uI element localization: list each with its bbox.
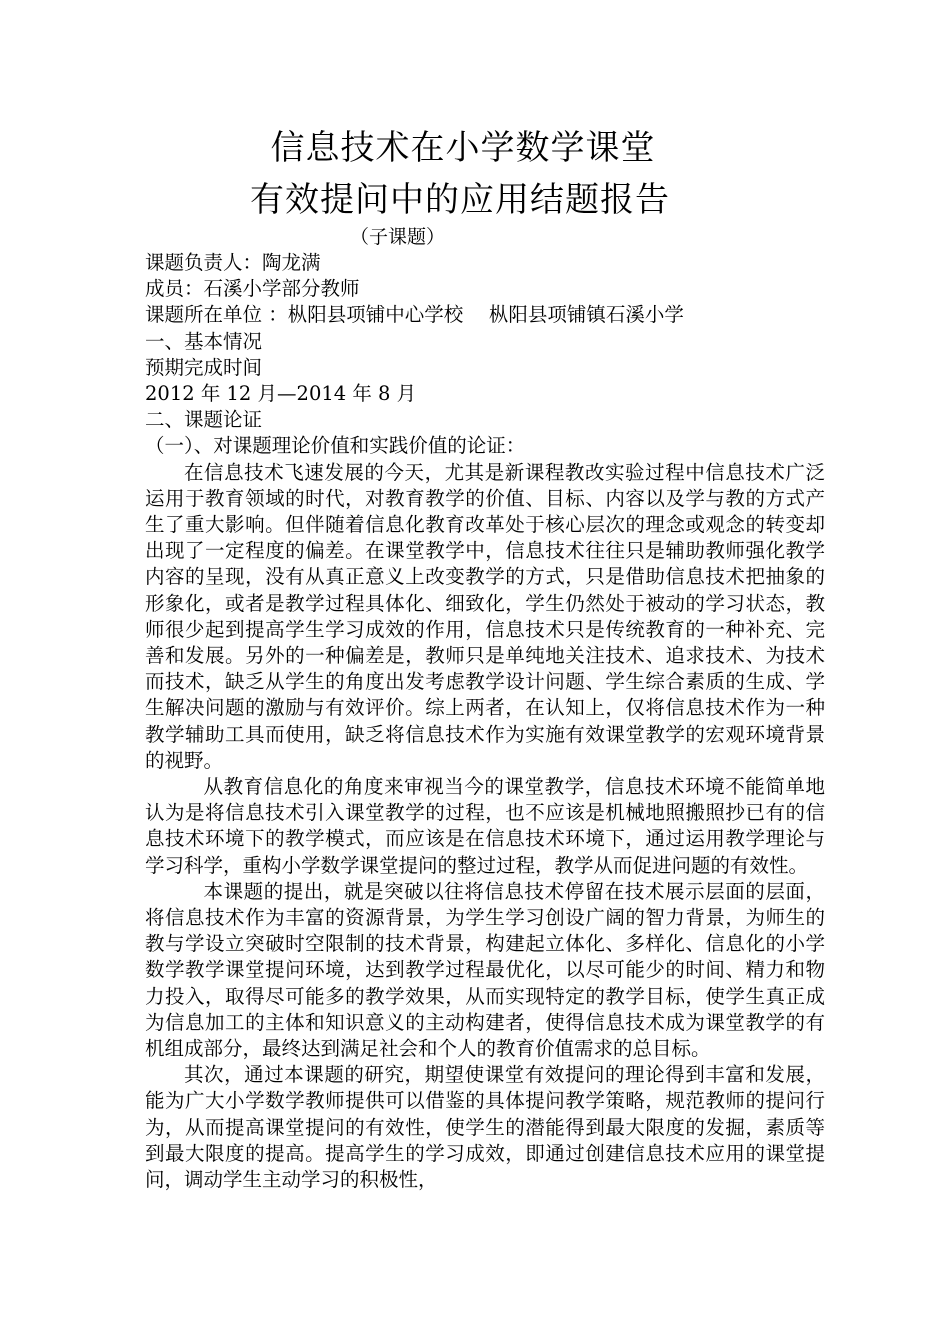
expected-completion-period: 2012 年 12 月—2014 年 8 月 bbox=[145, 381, 417, 405]
report-subtitle: （子课题） bbox=[350, 226, 446, 248]
report-body bbox=[145, 250, 825, 1193]
expected-completion-label: 预期完成时间 bbox=[145, 355, 263, 379]
report-title-line-1: 信息技术在小学数学课堂 bbox=[270, 128, 656, 168]
project-unit: 课题所在单位 ：枞阳县项铺中心学校 枞阳县项铺镇石溪小学 bbox=[145, 303, 684, 327]
paragraph-1: 在信息技术飞速发展的今天，尤其是新课程教改实验过程中信息技术广泛运用于教育领域的时代，对教育教学的价值、目标、内容以及学与教的方式产生了重大影响。但伴随着信息化教育改革处于核心层次的理念或观念的转变却出现了一定程度的偏差。在课堂教学中，信息技术往往只是辅助教师强化教学内容的呈现，没有从真正意义上改变教学的方式，只是借助信息技术把抽象的形象化，或者是教学过程具体化、细致化，学生仍然处于被动的学习状态，教师很少起到提高学生学习成效的作用，信息技术只是传统教育的一种补充、完善和发展。另外的一种偏差是，教师只是单纯地关注技术、追求技术、为技术而技术，缺乏从学生的角度出发考虑教学设计问题、学生综合素质的生成、学生解决问题的激励与有效评价。综上两者，在认知上，仅将信息技术作为一种教学辅助工具而使用，缺乏将信息技术作为实施有效课堂教学的宏观环境背景的视野。 bbox=[145, 460, 825, 772]
paragraph-3: 本课题的提出，就是突破以往将信息技术停留在技术展示层面的层面，将信息技术作为丰富的资源背景，为学生学习创设广阔的智力背景，为师生的教与学设立突破时空限制的技术背景，构建起立体化、多样化、信息化的小学数学教学课堂提问环境，达到教学过程最优化，以尽可能少的时间、精力和物力投入，取得尽可能多的教学效果，从而实现特定的教学目标，使学生真正成为信息加工的主体和知识意义的主动构建者，使得信息技术成为课堂教学的有机组成部分，最终达到满足社会和个人的教育价值需求的总目标。 bbox=[145, 879, 825, 1060]
section-heading-argument: 二、课题论证 bbox=[145, 408, 263, 432]
paragraph-4: 其次，通过本课题的研究，期望使课堂有效提问的理论得到丰富和发展，能为广大小学数学教师提供可以借鉴的具体提问教学策略，规范教师的提问行为，从而提高课堂提问的有效性，使学生的潜能得到最大限度的发掘，素质等到最大限度的提高。提高学生的学习成效，即通过创建信息技术应用的课堂提问，调动学生主动学习的积极性， bbox=[145, 1063, 825, 1191]
project-leader: 课题负责人：陶龙满 bbox=[145, 251, 321, 274]
project-members: 成员：石溪小学部分教师 bbox=[145, 277, 360, 301]
report-title-line-2: 有效提问中的应用结题报告 bbox=[250, 180, 670, 220]
subsection-heading-value: （一）、对课题理论价值和实践价值的论证： bbox=[145, 434, 526, 458]
paragraph-2: 从教育信息化的角度来审视当今的课堂教学，信息技术环境不能简单地认为是将信息技术引入课堂教学的过程，也不应该是机械地照搬照抄已有的信息技术环境下的教学模式，而应该是在信息技术环境下，通过运用教学理论与学习科学，重构小学数学课堂提问的整过过程，教学从而促进问题的有效性。 bbox=[145, 774, 825, 877]
section-heading-basic-info: 一、基本情况 bbox=[145, 329, 263, 353]
